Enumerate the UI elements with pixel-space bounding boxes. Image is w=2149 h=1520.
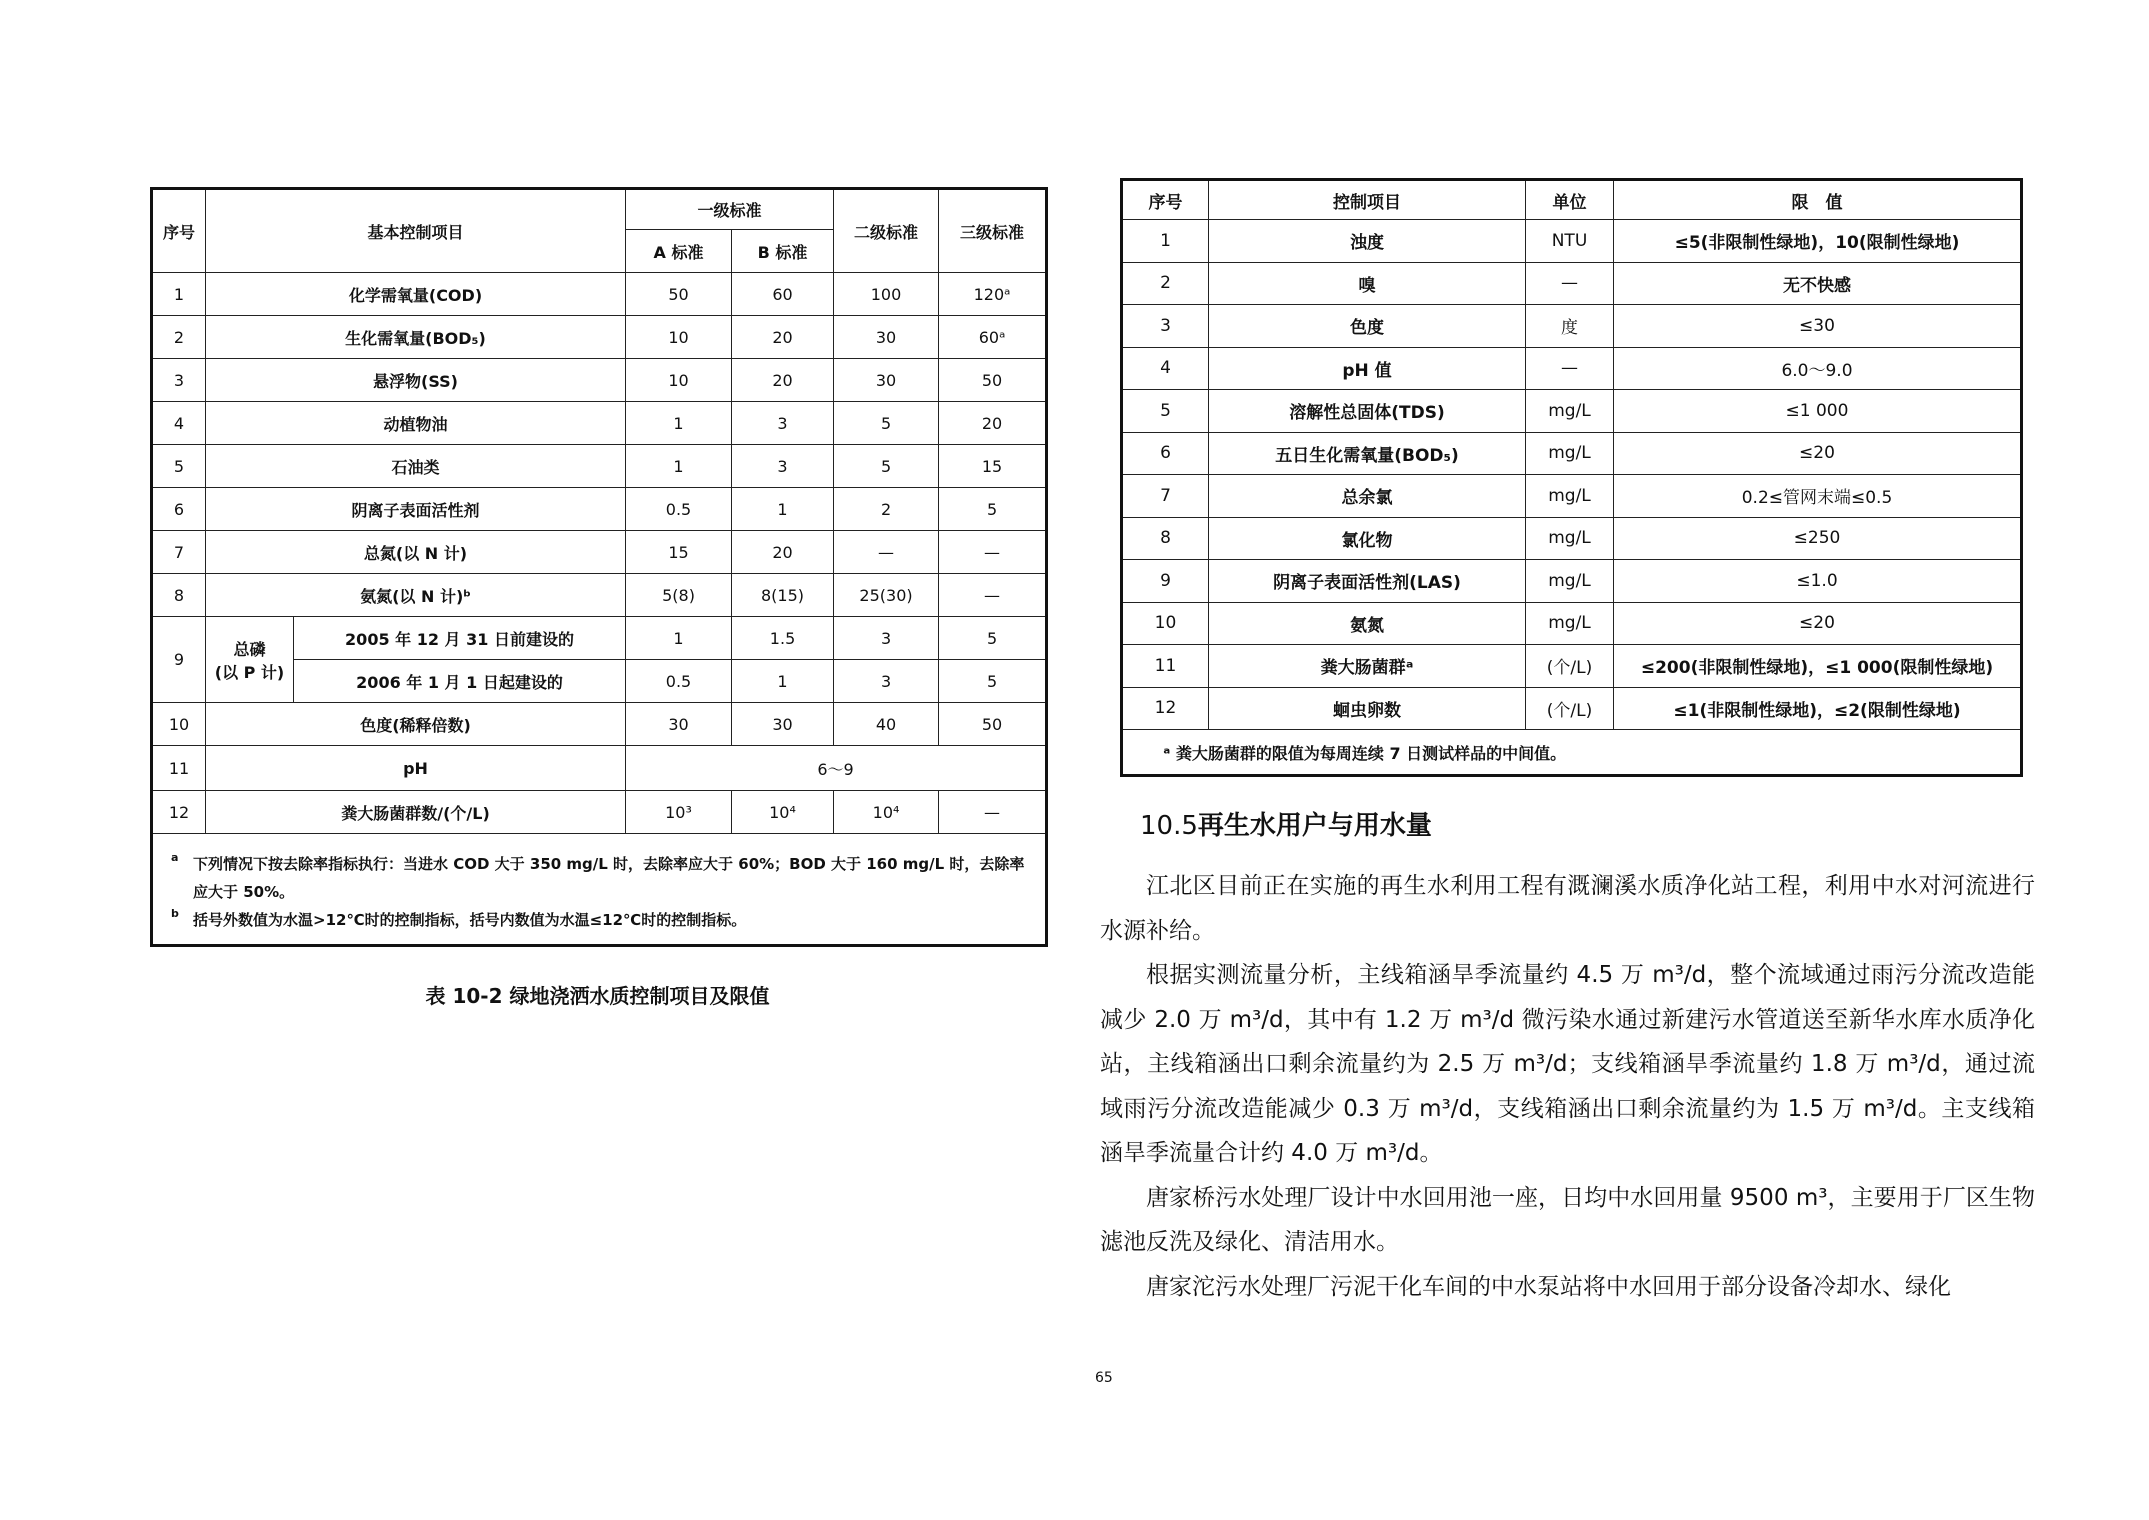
table-row: 5 溶解性总固体(TDS) mg/L ≤1 000 — [1122, 390, 2022, 433]
header-grade1-b: B 标准 — [732, 230, 834, 273]
table-row: 6 五日生化需氧量(BOD₅) mg/L ≤20 — [1122, 432, 2022, 475]
header-seq: 序号 — [152, 189, 206, 273]
table-row: 3 悬浮物(SS) 10 20 30 50 — [152, 359, 1047, 402]
total-phosphorus-group: 总磷 (以 P 计) — [206, 617, 294, 703]
paragraph: 江北区目前正在实施的再生水利用工程有溉澜溪水质净化站工程，利用中水对河流进行水源补给。 — [1100, 873, 2035, 944]
body-text — [1100, 864, 2035, 1309]
table-caption: 表 10-2 绿地浇洒水质控制项目及限值 — [425, 984, 770, 1008]
water-quality-standards-table — [150, 187, 1048, 947]
header-grade3: 三级标准 — [939, 189, 1047, 273]
table-row: 12 粪大肠菌群数/(个/L) 10³ 10⁴ 10⁴ — — [152, 791, 1047, 834]
table-row: 11 粪大肠菌群ᵃ (个/L) ≤200(非限制性绿地)，≤1 000(限制性绿地) — [1122, 645, 2022, 688]
table-row: 7 总氮(以 N 计) 15 20 — — — [152, 531, 1047, 574]
table-row: 1 浊度 NTU ≤5(非限制性绿地)，10(限制性绿地) — [1122, 220, 2022, 263]
table-row: 2006 年 1 月 1 日起建设的 0.5 1 3 5 — [152, 660, 1047, 703]
paragraph: 唐家桥污水处理厂设计中水回用池一座，日均中水回用量 9500 m³，主要用于厂区生物滤池反洗及绿化、清洁用水。 — [1100, 1184, 2035, 1255]
section-title: 再生水用户与用水量 — [1197, 811, 1432, 841]
green-irrigation-limits-table — [1120, 178, 2023, 777]
table-footnote: ᵃ 粪大肠菌群的限值为每周连续 7 日测试样品的中间值。 — [1122, 730, 2022, 776]
table-row: 2 生化需氧量(BOD₅) 10 20 30 60ᵃ — [152, 316, 1047, 359]
table-row: 4 动植物油 1 3 5 20 — [152, 402, 1047, 445]
table-row: 8 氨氮(以 N 计)ᵇ 5(8) 8(15) 25(30) — — [152, 574, 1047, 617]
table-row: 10 氨氮 mg/L ≤20 — [1122, 602, 2022, 645]
paragraph: 根据实测流量分析，主线箱涵旱季流量约 4.5 万 m³/d，整个流域通过雨污分流改造能减少 2.0 万 m³/d，其中有 1.2 万 m³/d 微污染水通过新建污水管道送至新华水库水质净化站，主线箱涵出口剩余流量约为 2.5 万 m³/d；支线箱涵旱季流量约 1.8 万 m³/d，通过流域雨污分流改造能减少 0.3 万 m³/d，支线箱涵出口剩余流量约为 1.5 万 m³/d。主支线箱涵旱季流量合计约 4.0 万 m³/d。 — [1100, 962, 2035, 1166]
table-row: 2 嗅 — 无不快感 — [1122, 262, 2022, 305]
section-heading — [1140, 805, 1432, 842]
header-seq: 序号 — [1122, 180, 1209, 220]
section-number: 10.5 — [1140, 811, 1198, 841]
table-row: 9 总磷 (以 P 计) 2005 年 12 月 31 日前建设的 1 1.5 3 5 — [152, 617, 1047, 660]
header-grade1: 一级标准 — [626, 189, 834, 230]
table-row: 11 pH 6～9 — [152, 746, 1047, 791]
table-row: 12 蛔虫卵数 (个/L) ≤1(非限制性绿地)，≤2(限制性绿地) — [1122, 687, 2022, 730]
header-item: 控制项目 — [1209, 180, 1526, 220]
note-a: a 下列情况下按去除率指标执行：当进水 COD 大于 350 mg/L 时，去除率应大于 60%；BOD 大于 160 mg/L 时，去除率应大于 50%。 — [171, 851, 1025, 901]
table-row: 8 氯化物 mg/L ≤250 — [1122, 517, 2022, 560]
table-row: 4 pH 值 — 6.0～9.0 — [1122, 347, 2022, 390]
table-row: 3 色度 度 ≤30 — [1122, 305, 2022, 348]
table-row: 9 阴离子表面活性剂(LAS) mg/L ≤1.0 — [1122, 560, 2022, 603]
table-row: 6 阴离子表面活性剂 0.5 1 2 5 — [152, 488, 1047, 531]
header-grade1-a: A 标准 — [626, 230, 732, 273]
paragraph: 唐家沱污水处理厂污泥干化车间的中水泵站将中水回用于部分设备冷却水、绿化 — [1146, 1273, 1951, 1300]
header-unit: 单位 — [1526, 180, 1614, 220]
table-notes — [152, 834, 1047, 946]
table-row: 7 总余氯 mg/L 0.2≤管网末端≤0.5 — [1122, 475, 2022, 518]
header-item: 基本控制项目 — [206, 189, 626, 273]
page-number: 65 — [1095, 1370, 1113, 1386]
table-row: 10 色度(稀释倍数) 30 30 40 50 — [152, 703, 1047, 746]
header-limit: 限 值 — [1614, 180, 2022, 220]
header-grade2: 二级标准 — [834, 189, 939, 273]
table-row: 1 化学需氧量(COD) 50 60 100 120ᵃ — [152, 273, 1047, 316]
note-b: b 括号外数值为水温>12℃时的控制指标，括号内数值为水温≤12℃时的控制指标。 — [171, 907, 747, 929]
table-row: 5 石油类 1 3 5 15 — [152, 445, 1047, 488]
